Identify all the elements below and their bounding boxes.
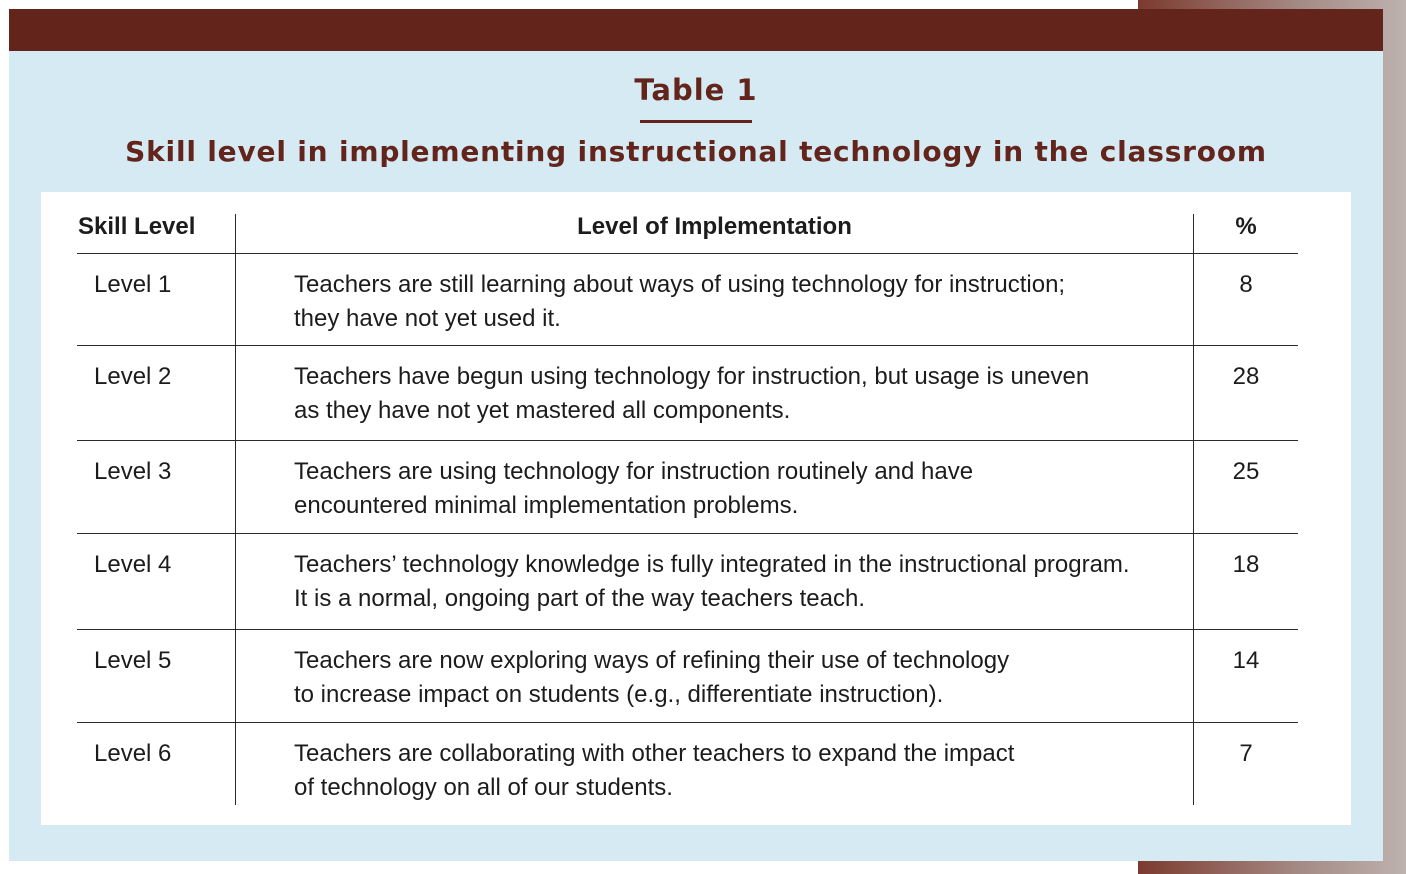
implementation-line: to increase impact on students (e.g., differentiate instruction). [294,681,944,708]
table-row [77,254,1298,346]
title-underline [640,120,752,123]
percent-cell: 18 [1232,551,1260,578]
implementation-line: Teachers are now exploring ways of refining their use of technology [294,647,1010,674]
percent-cell: 28 [1232,363,1260,390]
skill-level-cell: Level 6 [94,740,172,767]
skill-level-cell: Level 3 [94,458,172,485]
table-row [77,346,1298,441]
percent-cell: 7 [1239,740,1253,767]
implementation-cell [235,441,1194,533]
implementation-cell [235,630,1194,722]
implementation-line: they have not yet used it. [294,305,561,332]
percent-cell: 14 [1232,647,1260,674]
implementation-line: Teachers’ technology knowledge is fully integrated in the instructional program. [294,551,1130,578]
header-level-of-implementation: Level of Implementation [235,214,1194,253]
implementation-line: encountered minimal implementation problems. [294,492,799,519]
skill-level-cell: Level 4 [94,551,172,578]
implementation-line: Teachers are still learning about ways of using technology for instruction; [294,271,1066,298]
implementation-line: Teachers are using technology for instruction routinely and have [294,458,974,485]
header-skill-level: Skill Level [78,213,196,240]
percent-cell: 25 [1232,458,1260,485]
implementation-line: It is a normal, ongoing part of the way teachers teach. [294,585,865,612]
implementation-line: Teachers are collaborating with other teachers to expand the impact [294,740,1015,767]
percent-cell: 8 [1239,271,1253,298]
table-row [77,441,1298,534]
implementation-cell [235,534,1194,629]
header-bar [9,9,1383,51]
skill-level-cell: Level 5 [94,647,172,674]
table-panel [9,9,1383,861]
skill-level-cell: Level 2 [94,363,172,390]
table-number: Table 1 [634,73,758,107]
implementation-line: Teachers have begun using technology for instruction, but usage is uneven [294,363,1090,390]
table-row [77,534,1298,630]
header-percent: % [1235,213,1257,240]
implementation-line: of technology on all of our students. [294,774,673,801]
implementation-line: as they have not yet mastered all components. [294,397,791,424]
skill-level-table [77,214,1298,803]
implementation-cell [235,723,1194,805]
table-row [77,723,1298,803]
implementation-cell [235,254,1194,345]
skill-level-cell: Level 1 [94,271,172,298]
table-header-row [77,214,1298,254]
table-row [77,630,1298,723]
table-title: Skill level in implementing instructional technology in the classroom [125,135,1267,168]
implementation-cell [235,346,1194,440]
table-card [41,192,1351,825]
